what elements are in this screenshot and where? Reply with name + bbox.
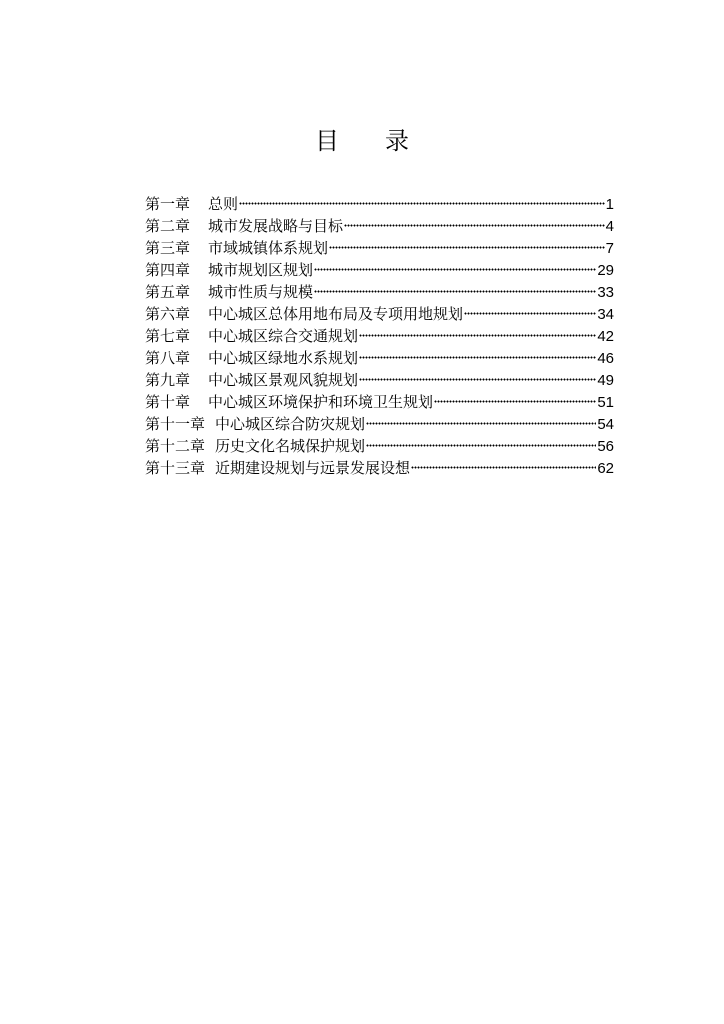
toc-entry[interactable] <box>145 457 614 479</box>
toc-page-number: 56 <box>597 438 614 455</box>
toc-chapter: 第八章 <box>145 349 191 367</box>
toc-page-number: 34 <box>597 306 614 323</box>
toc-entry-title: 总则 <box>208 195 239 213</box>
toc-dot-leader <box>359 356 596 359</box>
toc-chapter: 第三章 <box>145 239 191 257</box>
toc-dot-leader <box>434 400 596 403</box>
toc-list <box>145 193 614 479</box>
toc-entry[interactable] <box>145 325 614 347</box>
toc-entry[interactable] <box>145 193 614 215</box>
toc-entry-title: 中心城区环境保护和环境卫生规划 <box>208 393 434 411</box>
toc-dot-leader <box>314 268 596 271</box>
toc-chapter: 第十一章 <box>145 415 206 433</box>
toc-entry-title: 城市发展战略与目标 <box>208 217 344 235</box>
toc-entry[interactable] <box>145 413 614 435</box>
toc-title <box>0 126 724 156</box>
toc-entry-title: 城市性质与规模 <box>208 283 314 301</box>
toc-dot-leader <box>359 378 596 381</box>
toc-page-number: 42 <box>597 328 614 345</box>
toc-entry-title: 中心城区综合交通规划 <box>208 327 359 345</box>
toc-entry-title: 中心城区综合防灾规划 <box>215 415 366 433</box>
toc-entry-title: 市域城镇体系规划 <box>208 239 329 257</box>
toc-entry-title: 中心城区总体用地布局及专项用地规划 <box>208 305 464 323</box>
toc-entry-title: 中心城区景观风貌规划 <box>208 371 359 389</box>
toc-chapter: 第十二章 <box>145 437 206 455</box>
toc-title-char-1: 目 <box>315 127 339 155</box>
toc-dot-leader <box>411 466 596 469</box>
toc-entry[interactable] <box>145 303 614 325</box>
toc-entry[interactable] <box>145 215 614 237</box>
toc-page-number: 46 <box>597 350 614 367</box>
toc-chapter: 第二章 <box>145 217 191 235</box>
toc-page-number: 7 <box>605 240 614 257</box>
toc-entry[interactable] <box>145 435 614 457</box>
toc-dot-leader <box>344 224 605 227</box>
toc-dot-leader <box>239 202 605 205</box>
toc-page-number: 54 <box>597 416 614 433</box>
toc-title-char-2: 录 <box>385 127 409 155</box>
toc-entry[interactable] <box>145 281 614 303</box>
toc-entry-title: 历史文化名城保护规划 <box>215 437 366 455</box>
toc-page-number: 51 <box>597 394 614 411</box>
toc-chapter: 第一章 <box>145 195 191 213</box>
toc-entry-title: 城市规划区规划 <box>208 261 314 279</box>
toc-chapter: 第四章 <box>145 261 191 279</box>
toc-page-number: 1 <box>605 196 614 213</box>
toc-chapter: 第五章 <box>145 283 191 301</box>
toc-page-number: 33 <box>597 284 614 301</box>
toc-chapter: 第十章 <box>145 393 191 411</box>
toc-chapter: 第七章 <box>145 327 191 345</box>
toc-entry[interactable] <box>145 259 614 281</box>
toc-entry-title: 近期建设规划与远景发展设想 <box>215 459 411 477</box>
toc-dot-leader <box>464 312 596 315</box>
toc-dot-leader <box>359 334 596 337</box>
toc-chapter: 第九章 <box>145 371 191 389</box>
toc-page-number: 29 <box>597 262 614 279</box>
toc-dot-leader <box>329 246 605 249</box>
toc-page-number: 49 <box>597 372 614 389</box>
toc-dot-leader <box>366 422 596 425</box>
toc-entry-title: 中心城区绿地水系规划 <box>208 349 359 367</box>
toc-entry[interactable] <box>145 391 614 413</box>
toc-entry[interactable] <box>145 347 614 369</box>
toc-entry[interactable] <box>145 237 614 259</box>
toc-chapter: 第六章 <box>145 305 191 323</box>
toc-dot-leader <box>314 290 596 293</box>
toc-entry[interactable] <box>145 369 614 391</box>
toc-dot-leader <box>366 444 596 447</box>
toc-page-number: 4 <box>605 218 614 235</box>
toc-page-number: 62 <box>597 460 614 477</box>
toc-chapter: 第十三章 <box>145 459 206 477</box>
